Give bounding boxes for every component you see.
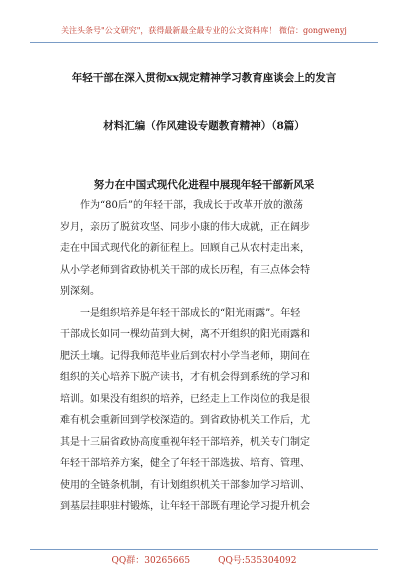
body-line: 肥沃土壤。记得我师范毕业后到农村小学当老师，期间在 [60, 350, 310, 362]
body-line: 组织的关心培养下脱产读书，才有机会得到系统的学习和 [60, 372, 310, 383]
body-line: 培训。如果没有组织的培养，已经走上工作岗位的我是很 [60, 393, 310, 405]
section-title: 努力在中国式现代化进程中展现年轻干部新风采 [93, 179, 315, 191]
body-line: 到基层挂职驻村锻炼，让年轻干部既有理论学习提升机会 [60, 501, 310, 512]
body-line: 使用的全链条机制，有计划组织机关干部参加学习培训、 [60, 479, 310, 491]
body-line: 别深刻。 [60, 286, 100, 297]
footer-contact [30, 549, 378, 572]
body-line: 岁月，亲历了脱贫攻坚、同步小康的伟大成就，正在阔步 [60, 221, 310, 233]
body-line: 难有机会重新回到学校深造的。到省政协机关工作后，尤 [60, 415, 310, 426]
body-line: 走在中国式现代化的新征程上。回顾自己从农村走出来， [60, 243, 310, 254]
body-text [60, 195, 368, 518]
body-line: 作为“80后”的年轻干部，我成长于改革开放的激荡 [80, 200, 303, 211]
footer-qq-group: QQ群：30265665 [111, 556, 191, 566]
header-notice: 关注头条号"公文研究"，获得最新最全最专业的公文资料库！ 微信：gongwenyj [30, 22, 378, 43]
document-title-line-1: 年轻干部在深入贯彻xx规定精神学习教育座谈会上的发言 [71, 72, 337, 84]
body-line: 从小学老师到省政协机关干部的成长历程，有三点体会特 [60, 264, 310, 276]
body-line: 一是组织培养是年轻干部成长的“阳光雨露”。年轻 [80, 307, 301, 319]
footer-qq: QQ号:535304092 [218, 556, 297, 566]
body-line: 其是十三届省政协高度重视年轻干部培养，机关专门制定 [60, 436, 310, 448]
document-title-line-2: 材料汇编（作风建设专题教育精神）（8篇） [103, 120, 305, 132]
body-line: 年轻干部培养方案，健全了年轻干部选拔、培育、管理、 [60, 458, 310, 469]
body-line: 干部成长如同一棵幼苗到大树，离不开组织的阳光雨露和 [60, 329, 310, 340]
